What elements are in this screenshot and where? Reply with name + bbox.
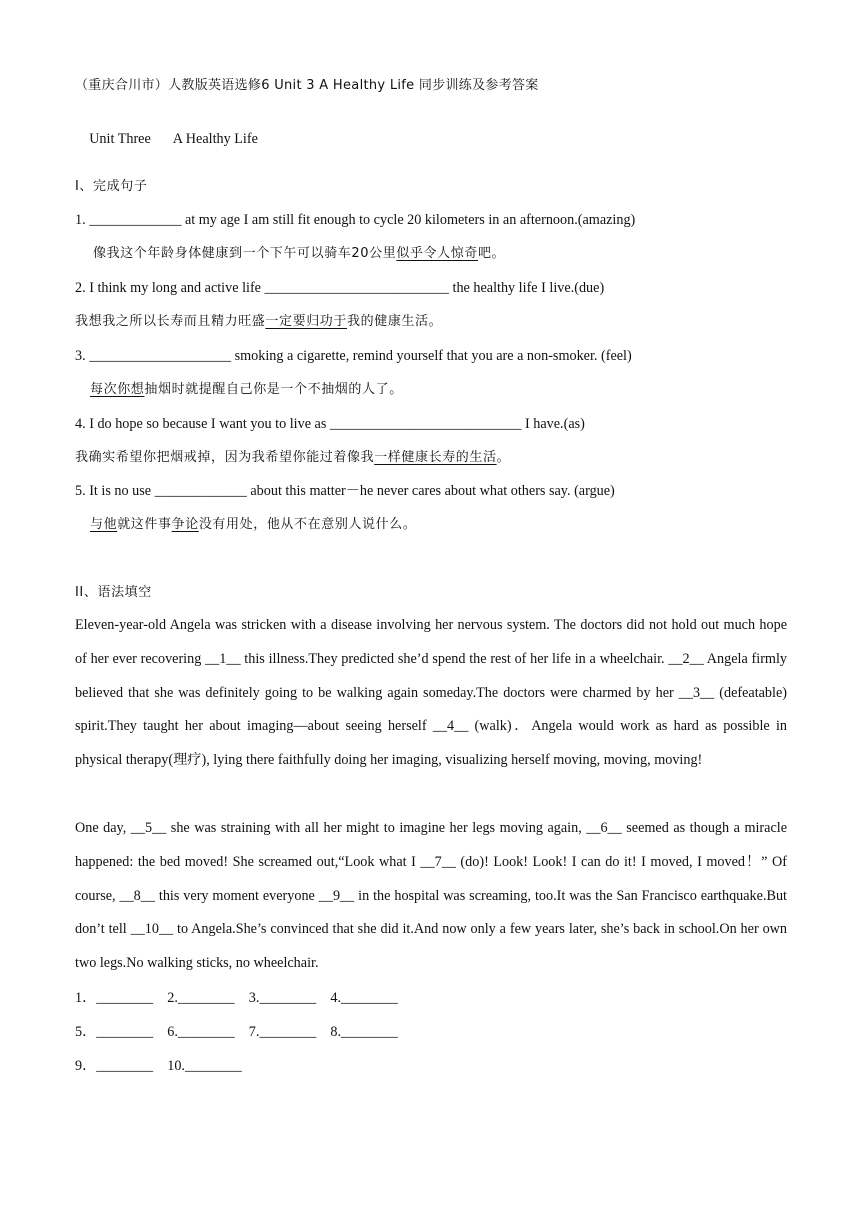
unit-heading-left: Unit Three <box>89 131 151 147</box>
sentence-4-english: 4. I do hope so because I want you to live as ___________________________ I have.(as) <box>75 416 585 432</box>
answer-line-3: 9．________ 10.________ <box>75 1058 242 1074</box>
sentence-5-chinese: 与他就这件事争论没有用处，他从不在意别人说什么。 <box>90 517 417 532</box>
answer-line-2: 5．________ 6.________ 7.________ 8.________ <box>75 1024 398 1040</box>
unit-heading <box>75 109 258 169</box>
section-2-heading: II、语法填空 <box>75 585 152 600</box>
sentence-5-english: 5. It is no use _____________ about this matter－he never cares about what others say. (argue) <box>75 483 615 499</box>
sentence-4-chinese: 我确实希望你把烟戒掉，因为我希望你能过着像我一样健康长寿的生活。 <box>75 450 511 465</box>
unit-heading-right: A Healthy Life <box>172 131 258 147</box>
passage-paragraph-2: One day, __5__ she was straining with all her might to imagine her legs moving again, __6__ seemed as though a miracle happened: the bed moved! She screamed out,“Look what I __7__ (do)! Look! Look! I can do it! I moved, I moved！” Of course, __8__ this very moment everyone __9__ in the hospital was screaming, too.It was the San Francisco earthquake.But don’t tell __10__ to Angela.She’s convinced that she did it.And now only a few years later, she’s back in school.On her own two legs.No walking sticks, no wheelchair. <box>75 820 787 972</box>
sentence-3-chinese: 每次你想抽烟时就提醒自己你是一个不抽烟的人了。 <box>90 382 403 397</box>
sentence-1-chinese: 像我这个年龄身体健康到一个下午可以骑车20公里似乎令人惊奇吧。 <box>93 246 506 261</box>
answer-line-1: 1．________ 2.________ 3.________ 4.________ <box>75 990 398 1006</box>
document-title: （重庆合川市）人教版英语选修6 Unit 3 A Healthy Life 同步训练及参考答案 <box>75 78 539 93</box>
passage-paragraph-1: Eleven-year-old Angela was stricken with a disease involving her nervous system. The doctors did not hold out much hope of her ever recovering __1__ this illness.They predicted she’d spend the rest of her life in a wheelchair. __2__ Angela firmly believed that she was definitely going to be walking again someday.The doctors were charmed by her __3__ (defeatable) spirit.They taught her about imaging—about seeing herself __4__ (walk)．Angela would work as hard as possible in physical therapy(理疗), lying there faithfully doing her imaging, visualizing herself moving, moving, moving! <box>75 617 787 769</box>
sentence-2-english: 2. I think my long and active life __________________________ the healthy life I live.(due) <box>75 280 605 296</box>
sentence-1-english: 1. _____________ at my age I am still fit enough to cycle 20 kilometers in an afternoon.(amazing) <box>75 212 636 228</box>
section-1-heading: I、完成句子 <box>75 179 148 194</box>
sentence-2-chinese: 我想我之所以长寿而且精力旺盛一定要归功于我的健康生活。 <box>75 314 443 329</box>
sentence-3-english: 3. ____________________ smoking a cigarette, remind yourself that you are a non-smoker. (feel) <box>75 348 632 364</box>
